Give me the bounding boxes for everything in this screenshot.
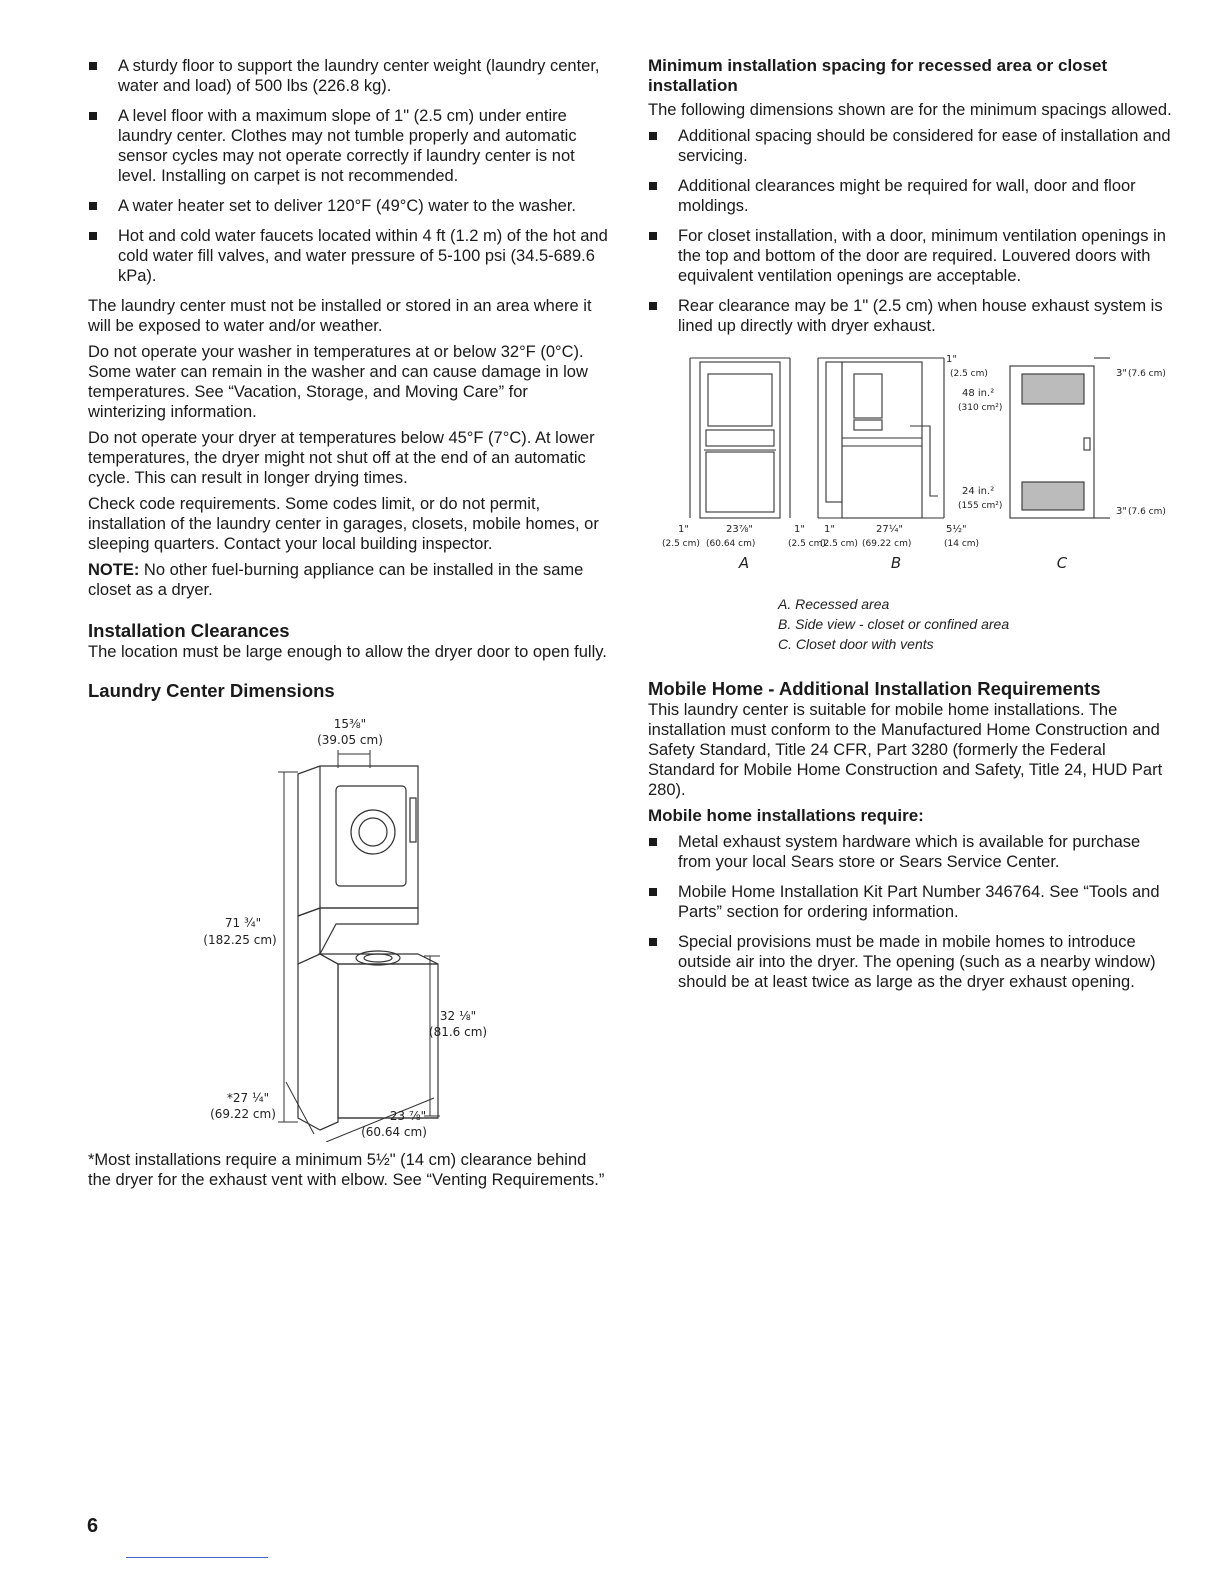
figure-captions bbox=[778, 594, 1172, 654]
fig-a-width-cm: (60.64 cm) bbox=[706, 539, 756, 549]
footnote: *Most installations require a minimum 5½" (14 cm) clearance behind the dryer for the exhaust vent with elbow. See “Venting Requirements.” bbox=[88, 1151, 605, 1189]
spacing-list bbox=[648, 126, 1172, 336]
fig-c-top: 3" bbox=[1116, 368, 1127, 379]
fig-b-top-cm: (2.5 cm) bbox=[950, 369, 988, 379]
fig-label-c: C bbox=[1056, 554, 1068, 572]
left-column bbox=[88, 56, 610, 1196]
fig-a-side-cm: (2.5 cm) bbox=[662, 539, 700, 549]
dim-top-in: 15⅜" bbox=[333, 717, 367, 731]
note-text: No other fuel-burning appliance can be installed in the same closet as a dryer. bbox=[88, 561, 584, 599]
spacing-figure bbox=[648, 346, 1172, 586]
fig-label-a: A bbox=[738, 554, 750, 572]
fig-c-top-cm: (7.6 cm) bbox=[1128, 369, 1166, 379]
dim-top-cm: (39.05 cm) bbox=[317, 733, 383, 747]
mobile-home-subheading: Mobile home installations require: bbox=[648, 806, 924, 825]
list-item: Additional clearances might be required for wall, door and floor moldings. bbox=[648, 176, 1172, 216]
note-label: NOTE: bbox=[88, 561, 140, 579]
caption-b: B. Side view - closet or confined area bbox=[778, 616, 1010, 632]
caption-a: A. Recessed area bbox=[778, 596, 890, 612]
fig-b-door: 5½" bbox=[946, 524, 967, 535]
list-item: Metal exhaust system hardware which is available for purchase from your local Sears store or Sears Service Center. bbox=[648, 832, 1172, 872]
dim-height-cm: (182.25 cm) bbox=[203, 933, 277, 947]
dim-washer-cm: (81.6 cm) bbox=[428, 1025, 488, 1039]
dim-depth-line bbox=[286, 1082, 314, 1134]
spacing-intro: The following dimensions shown are for the minimum spacings allowed. bbox=[648, 101, 1172, 119]
fig-b-depth: 27¼" bbox=[876, 524, 904, 535]
laundry-center-drawing bbox=[298, 766, 438, 1130]
dim-washer-in: 32 ⅛" bbox=[439, 1009, 477, 1023]
paragraph-washer-temp: Do not operate your washer in temperatures at or below 32°F (0°C). Some water can remain in the washer and can cause damage in low temperatures. See “Vacation, Storage, and Moving Care” for winterizing information. bbox=[88, 343, 588, 421]
fig-b-depth-cm: (69.22 cm) bbox=[862, 539, 912, 549]
fig-b-door-cm: (14 cm) bbox=[944, 539, 980, 549]
list-item: Hot and cold water faucets located within 4 ft (1.2 m) of the hot and cold water fill valves, and water pressure of 5-100 psi (34.5-689.6 kPa). bbox=[88, 226, 610, 286]
fig-vent-top-cm: (310 cm²) bbox=[958, 403, 1003, 413]
closet-door-drawing bbox=[1010, 358, 1110, 518]
laundry-center-dimensions-figure bbox=[88, 702, 610, 1142]
list-item: Additional spacing should be considered for ease of installation and servicing. bbox=[648, 126, 1172, 166]
fig-a-width: 23⅞" bbox=[726, 524, 754, 535]
fig-c-bottom: 3" bbox=[1116, 506, 1127, 517]
clearances-heading: Installation Clearances bbox=[88, 620, 290, 641]
note bbox=[88, 560, 610, 600]
fig-vent-top: 48 in.² bbox=[962, 388, 995, 399]
dim-height-in: 71 ¾" bbox=[224, 916, 262, 930]
dim-depth-in: *27 ¼" bbox=[226, 1091, 270, 1105]
caption-c: C. Closet door with vents bbox=[778, 636, 934, 652]
mobile-home-text: This laundry center is suitable for mobile home installations. The installation must conform to the Manufactured Home Construction and Safety Standard, Title 24 CFR, Part 3280 (formerly the Federal Standard for Mobile Home Construction and Safety, Title 24, HUD Part 280). bbox=[648, 701, 1163, 799]
list-item: A sturdy floor to support the laundry center weight (laundry center, water and load) of 500 lbs (226.8 kg). bbox=[88, 56, 610, 96]
dim-width-cm: (60.64 cm) bbox=[361, 1125, 427, 1139]
mobile-home-heading: Mobile Home - Additional Installation Requirements bbox=[648, 678, 1101, 699]
page-number: 6 bbox=[87, 1515, 99, 1537]
fig-vent-bottom: 24 in.² bbox=[962, 486, 995, 497]
fig-a-side: 1" bbox=[678, 524, 689, 535]
spacing-heading: Minimum installation spacing for recessed area or closet installation bbox=[648, 56, 1108, 95]
dim-width-in: 23 ⅞" bbox=[389, 1109, 427, 1123]
fig-b-top: 1" bbox=[946, 354, 957, 365]
fig-b-rear-cm: (2.5 cm) bbox=[820, 539, 858, 549]
fig-b-rear: 1" bbox=[824, 524, 835, 535]
fig-a-side2: 1" bbox=[794, 524, 805, 535]
list-item: A water heater set to deliver 120°F (49°C) water to the washer. bbox=[88, 196, 610, 216]
list-item: A level floor with a maximum slope of 1" (2.5 cm) under entire laundry center. Clothes may not tumble properly and automatic sensor cycles may not operate correctly if laundry center is not level. Installing on carpet is not recommended. bbox=[88, 106, 610, 186]
list-item: Special provisions must be made in mobile homes to introduce outside air into the dryer. The opening (such as a nearby window) should be at least twice as large as the dryer exhaust opening. bbox=[648, 932, 1172, 992]
fig-a-side2-cm: (2.5 cm) bbox=[788, 539, 826, 549]
footer-rule bbox=[126, 1557, 268, 1558]
paragraph-dryer-temp: Do not operate your dryer at temperatures below 45°F (7°C). At lower temperatures, the dryer might not shut off at the end of an automatic cycle. This can result in longer drying times. bbox=[88, 429, 595, 487]
paragraph-weather: The laundry center must not be installed or stored in an area where it will be exposed to water and/or weather. bbox=[88, 297, 592, 335]
paragraph-code: Check code requirements. Some codes limit, or do not permit, installation of the laundry center in garages, closets, mobile homes, or sleeping quarters. Contact your local building inspector. bbox=[88, 495, 599, 553]
fig-vent-bottom-cm: (155 cm²) bbox=[958, 501, 1003, 511]
clearances-text: The location must be large enough to allow the dryer door to open fully. bbox=[88, 643, 607, 661]
right-column bbox=[648, 56, 1172, 1002]
list-item: For closet installation, with a door, minimum ventilation openings in the top and bottom of the door are required. Louvered doors with equivalent ventilation openings are acceptable. bbox=[648, 226, 1172, 286]
list-item: Mobile Home Installation Kit Part Number 346764. See “Tools and Parts” section for ordering information. bbox=[648, 882, 1172, 922]
fig-c-bottom-cm: (7.6 cm) bbox=[1128, 507, 1166, 517]
dim-depth-cm: (69.22 cm) bbox=[210, 1107, 276, 1121]
mobile-home-list bbox=[648, 832, 1172, 992]
recessed-area-drawing bbox=[690, 358, 790, 518]
dimensions-heading: Laundry Center Dimensions bbox=[88, 680, 335, 701]
list-item: Rear clearance may be 1" (2.5 cm) when house exhaust system is lined up directly with dryer exhaust. bbox=[648, 296, 1172, 336]
fig-label-b: B bbox=[890, 554, 902, 572]
requirements-list bbox=[88, 56, 610, 286]
side-view-drawing bbox=[818, 358, 944, 518]
